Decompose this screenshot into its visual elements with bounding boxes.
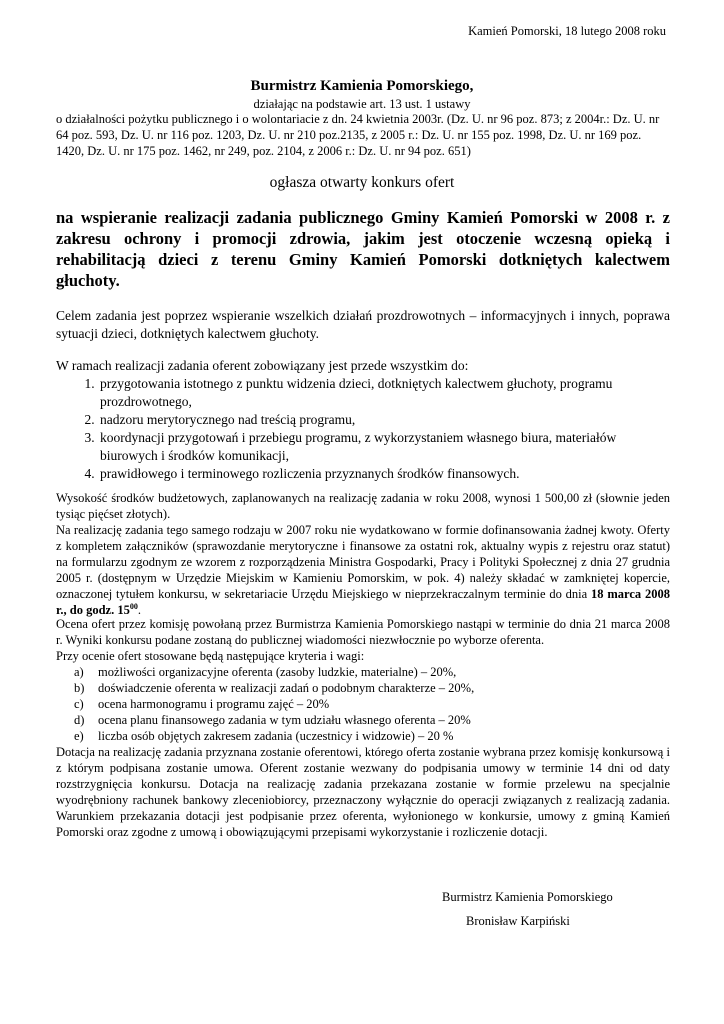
criteria-list (56, 664, 670, 744)
criteria-letter: e) (74, 729, 84, 743)
criteria-letter: a) (74, 665, 84, 679)
criteria-item (56, 712, 670, 728)
criteria-letter: b) (74, 681, 85, 695)
criteria-item (56, 664, 670, 680)
evaluation-paragraph: Ocena ofert przez komisję powołaną przez Burmistrza Kamienia Pomorskiego nastąpi w terminie do dnia 21 marca 2008 r. Wyniki konkursu podane zostaną do publicznej wiadomości niezwłocznie po wyborze oferenta. (56, 617, 670, 647)
deadline-end: . (137, 603, 141, 617)
duty-item: 4. prawidłowego i terminowego rozliczenia przyznanych środków finansowych. (98, 465, 670, 483)
criteria-letter: c) (74, 697, 84, 711)
duties-list (56, 375, 670, 483)
criteria-text: liczba osób objętych zakresem zadania (uczestnicy i widzowie) – 20 % (98, 729, 454, 743)
signature-title: Burmistrz Kamienia Pomorskiego (442, 890, 613, 904)
announcement: ogłasza otwarty konkurs ofert (269, 174, 455, 191)
criteria-letter: d) (74, 713, 85, 727)
contest-subject: na wspieranie realizacji zadania publicznego Gminy Kamień Pomorski w 2008 r. z zakresu ochrony i promocji zdrowia, jakim jest otoczenie wczesną opieką i rehabilitacją dzieci z terenu Gminy Kamień Pomorski dotkniętych kalectwem głuchoty. (56, 208, 670, 290)
place-date: Kamień Pomorski, 18 lutego 2008 roku (468, 24, 666, 38)
criteria-item (56, 680, 670, 696)
criteria-text: ocena planu finansowego zadania w tym udziału własnego oferenta – 20% (98, 713, 471, 727)
grant-paragraph: Dotacja na realizację zadania przyznana zostanie oferentowi, którego oferta zostanie wybrana przez komisję konkursową i z którym podpisana zostanie umowa. Oferent zostanie wezwany do podpisania umowy w terminie 14 dni od daty rozstrzygnięcia konkursu. Dotacja na realizację zadania przekazana zostanie w formie przelewu na specjalnie wyodrębniony rachunek bankowy zleceniobiorcy, przeznaczony wyłącznie do operacji związanych z realizacją zadania. Warunkiem przekazania dotacji jest podpisanie przez oferenta, wyłonionego w konkursie, umowy z gminą Kamień Pomorski oraz zgodne z umową i obowiązującymi przepisami wykorzystanie i rozliczenie dotacji. (56, 745, 670, 839)
task-goal: Celem zadania jest poprzez wspieranie wszelkich działań prozdrowotnych – informacyjnych i innych, poprawa sytuacji dzieci, dotkniętych kalectwem głuchoty. (56, 308, 670, 341)
issuer-title: Burmistrz Kamienia Pomorskiego, (250, 78, 474, 94)
criteria-item (56, 696, 670, 712)
legal-basis-line: działając na podstawie art. 13 ust. 1 ustawy (253, 97, 471, 111)
legal-basis-detail: o działalności pożytku publicznego i o wolontariacie z dn. 24 kwietnia 2003r. (Dz. U. nr 96 poz. 873; z 2004r.: Dz. U. nr 64 poz. 593, Dz. U. nr 116 poz. 1203, Dz. U. nr 210 poz.2135, z 2005 r.: Dz. U. nr 155 poz. 1998, Dz. U. nr 169 poz. 1420, Dz. U. nr 175 poz. 1462, nr 249, poz. 2104, z 2006 r.: Dz. U. nr 94 poz. 651) (56, 112, 660, 158)
criteria-intro: Przy ocenie ofert stosowane będą następujące kryteria i wagi: (56, 649, 365, 663)
duty-item: 2. nadzoru merytorycznego nad treścią programu, (98, 411, 670, 429)
funds-paragraph: Wysokość środków budżetowych, zaplanowanych na realizację zadania w roku 2008, wynosi 1 500,00 zł (słownie jeden tysiąc pięćset złotych). (56, 491, 670, 521)
duty-item: 1. przygotowania istotnego z punktu widzenia dzieci, dotkniętych kalectwem głuchoty, programu prozdrowotnego, (98, 375, 670, 411)
submission-paragraph (56, 522, 670, 618)
criteria-text: doświadczenie oferenta w realizacji zadań o podobnym charakterze – 20%, (98, 681, 475, 695)
submission-text: Na realizację zadania tego samego rodzaju w 2007 roku nie wydatkowano w formie dofinansowania żadnej kwoty. Oferty z kompletem załączników (sprawozdanie merytoryczne i finansowe za ostatni rok, aktualny wypis z rejestru oraz statut) na formularzu zgodnym ze wzorem z rozporządzenia Ministra Gospodarki, Pracy i Polityki Społecznej z dnia 27 grudnia 2005 r. (dostępnym w Urzędzie Miejskim w Kamieniu Pomorskim, w pok. 4) należy składać w zamkniętej kopercie, oznaczonej tytułem konkursu, w sekretariacie Urzędu Miejskiego w nieprzekraczalnym terminie do dnia (56, 523, 670, 601)
duty-item: 3. koordynacji przygotowań i przebiegu programu, z wykorzystaniem własnego biura, materiałów biurowych i środków komunikacji, (98, 429, 670, 465)
deadline-minutes: 00 (129, 602, 138, 611)
signature-name: Bronisław Karpiński (466, 914, 570, 928)
duties-intro: W ramach realizacji zadania oferent zobowiązany jest przede wszystkim do: (56, 358, 469, 373)
deadline: 18 marca 2008 r., do godz. 15 (56, 587, 670, 617)
criteria-text: ocena harmonogramu i programu zajęć – 20% (98, 697, 330, 711)
criteria-text: możliwości organizacyjne oferenta (zasoby ludzkie, materialne) – 20%, (98, 665, 457, 679)
criteria-item (56, 728, 670, 744)
